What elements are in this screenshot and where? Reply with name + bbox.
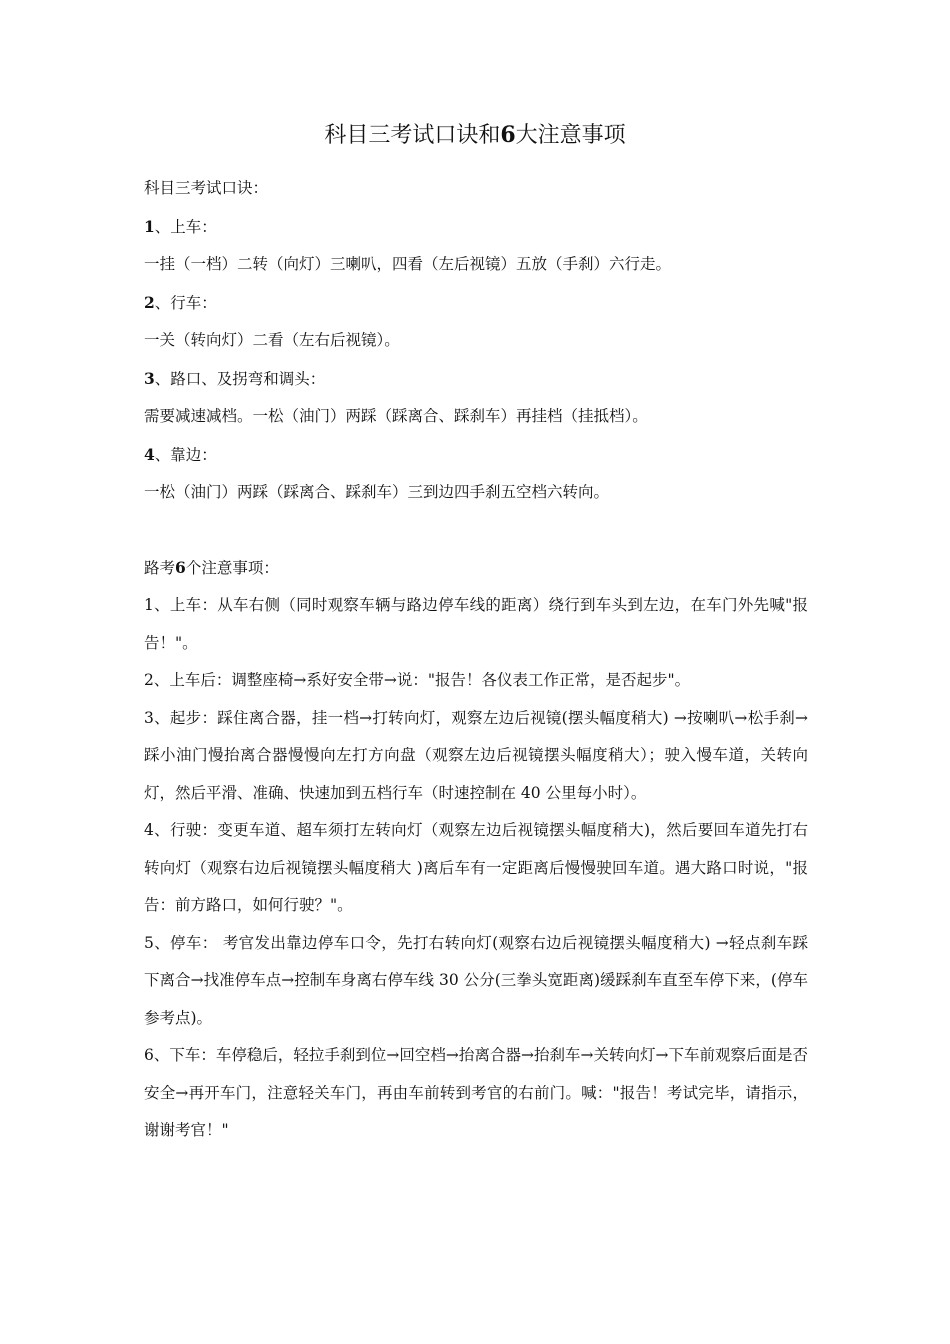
section2-item-2: 2、上车后：调整座椅→系好安全带→说："报告！各仪表工作正常，是否起步"。 — [144, 671, 691, 689]
section2-item-5: 5、停车： 考官发出靠边停车口令，先打右转向灯(观察右边后视镜摆头幅度稍大) →轻点刹车踩下离合→找准停车点→控制车身离右停车线 30 公分(三拳头宽距离)缓踩刹车直至车停下来，(停车参考点)。 — [144, 933, 808, 1027]
section1-item-1-label — [144, 208, 808, 247]
item-number: 4 — [144, 444, 155, 464]
item-label: 、上车： — [154, 217, 217, 236]
section2-heading-part1: 路考 — [144, 558, 176, 577]
section2-heading-part2: 个注意事项： — [185, 558, 279, 577]
section1-item-1-text: 一挂（一档）二转（向灯）三喇叭，四看（左后视镜）五放（手刹）六行走。 — [144, 255, 672, 273]
section1-item-4-text: 一松（油门）两踩（踩离合、踩刹车）三到边四手刹五空档六转向。 — [144, 483, 610, 501]
section-spacer — [144, 512, 808, 549]
section1-item-3-text: 需要减速减档。一松（油门）两踩（踩离合、踩刹车）再挂档（挂抵档）。 — [144, 407, 648, 425]
document-title — [0, 119, 950, 152]
item-number: 2 — [144, 292, 155, 312]
section2-item-3: 3、起步：踩住离合器，挂一档→打转向灯，观察左边后视镜(摆头幅度稍大) →按喇叭→松手刹→踩小油门慢抬离合器慢慢向左打方向盘（观察左边后视镜摆头幅度稍大）；驶入慢车道，关转向灯，然后平滑、准确、快速加到五档行车（时速控制在 40 公里每小时）。 — [144, 708, 808, 802]
section2-item-4: 4、行驶：变更车道、超车须打左转向灯（观察左边后视镜摆头幅度稍大)，然后要回车道先打右转向灯（观察右边后视镜摆头幅度稍大 )离后车有一定距离后慢慢驶回车道。遇大路口时说，"报告：前方路口，如何行驶？"。 — [144, 821, 808, 914]
section1-heading: 科目三考试口诀： — [144, 179, 269, 197]
section2-heading-number: 6 — [175, 557, 186, 577]
document-body — [144, 170, 808, 1150]
section2-item-6: 6、下车：车停稳后，轻拉手刹到位→回空档→抬离合器→抬刹车→关转向灯→下车前观察后面是否安全→再开车门，注意轻关车门，再由车前转到考官的右前门。喊："报告！考试完毕，请指示，谢谢考官！" — [144, 1046, 808, 1139]
section1-item-4-label — [144, 436, 808, 475]
item-number: 3 — [144, 368, 155, 388]
section1-item-2-text: 一关（转向灯）二看（左右后视镜）。 — [144, 331, 400, 349]
item-label: 、靠边： — [154, 445, 217, 464]
item-label: 、行车： — [154, 293, 217, 312]
section2-item-1: 1、上车：从车右侧（同时观察车辆与路边停车线的距离）绕行到车头到左边，在车门外先喊"报告！"。 — [144, 596, 808, 652]
title-number: 6 — [500, 122, 516, 148]
section1-item-2-label — [144, 284, 808, 323]
title-text-part2: 大注意事项 — [515, 123, 626, 148]
title-text-part1: 科目三考试口诀和 — [324, 123, 501, 148]
section2-heading — [144, 549, 808, 588]
item-label: 、路口、及拐弯和调头： — [154, 369, 326, 388]
item-number: 1 — [144, 216, 155, 236]
section1-item-3-label — [144, 360, 808, 399]
